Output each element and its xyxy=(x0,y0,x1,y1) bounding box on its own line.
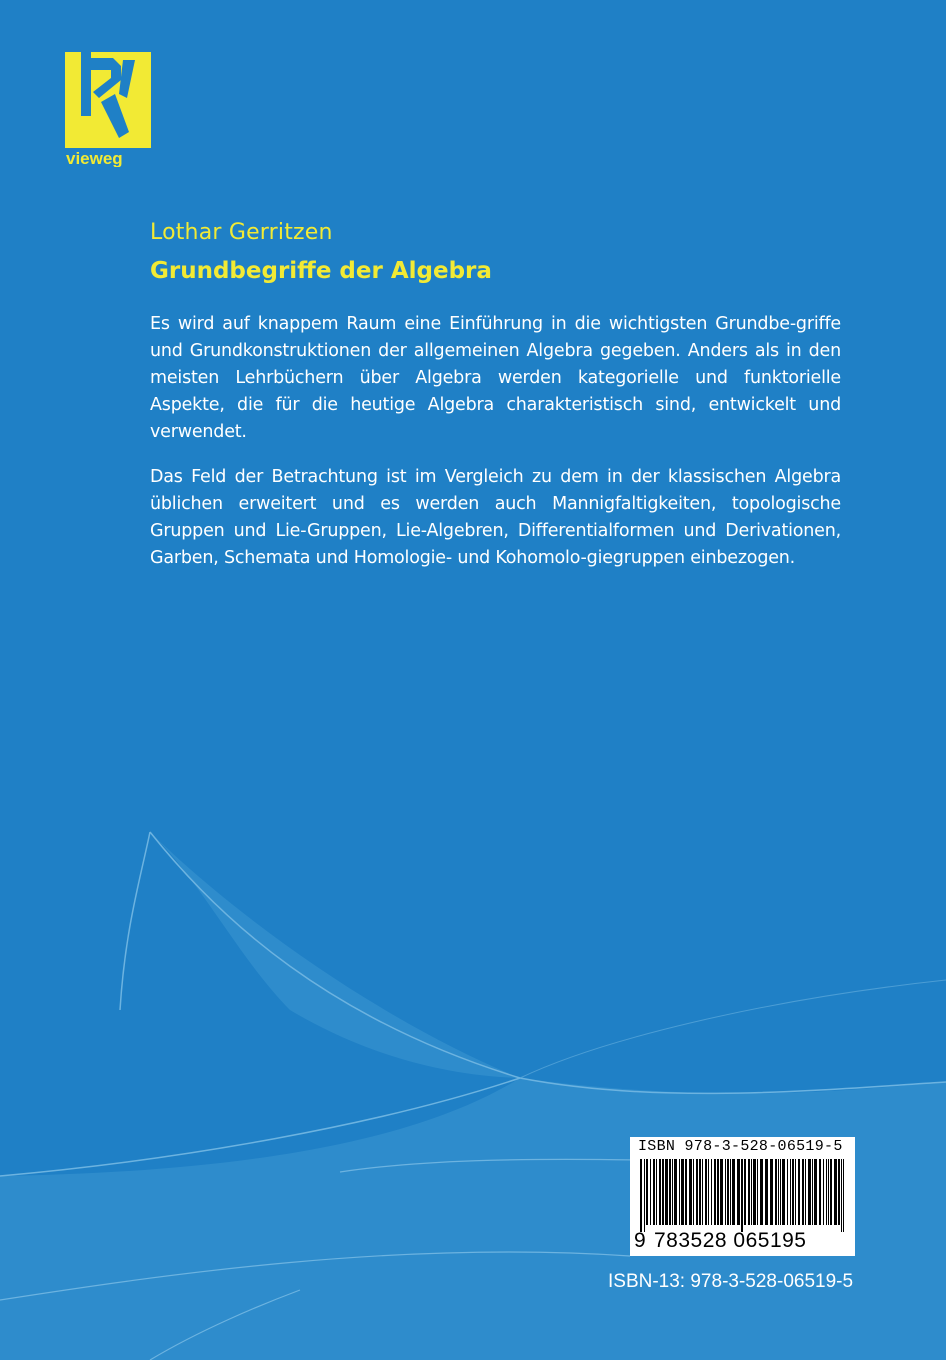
barcode-ean-first-digit: 9 xyxy=(634,1229,646,1252)
author-name: Lothar Gerritzen xyxy=(150,220,333,245)
blurb-paragraph-2: Das Feld der Betrachtung ist im Vergleich zu dem in der klassischen Algebra üblichen erweitert und es werden auch Mannigfaltigkeiten, topologische Gruppen und Lie-Gruppen, Lie-Algebren, Differentialformen und Derivationen, Garben, Schemata und Homologie- und Kohomolo-giegruppen einbezogen. xyxy=(150,467,841,568)
barcode-ean-digits: 783528 065195 xyxy=(654,1229,807,1252)
barcode-panel xyxy=(630,1137,855,1256)
barcode-icon xyxy=(638,1159,848,1232)
vieweg-logo xyxy=(65,52,151,167)
blurb-paragraph-1: Es wird auf knappem Raum eine Einführung in die wichtigsten Grundbe-griffe und Grundkonstruktionen der allgemeinen Algebra gegeben. Anders als in den meisten Lehrbüchern über Algebra werden kategorielle und funktorielle Aspekte, die für die heutige Algebra charakteristisch sind, entwickelt und verwendet. xyxy=(150,314,841,442)
barcode-isbn-label: ISBN 978-3-528-06519-5 xyxy=(638,1138,843,1155)
book-title: Grundbegriffe der Algebra xyxy=(150,258,492,284)
isbn-13: ISBN-13: 978-3-528-06519-5 xyxy=(608,1271,854,1292)
vieweg-logo-text: vieweg xyxy=(66,149,123,167)
vieweg-logo-mark-icon xyxy=(65,52,151,167)
